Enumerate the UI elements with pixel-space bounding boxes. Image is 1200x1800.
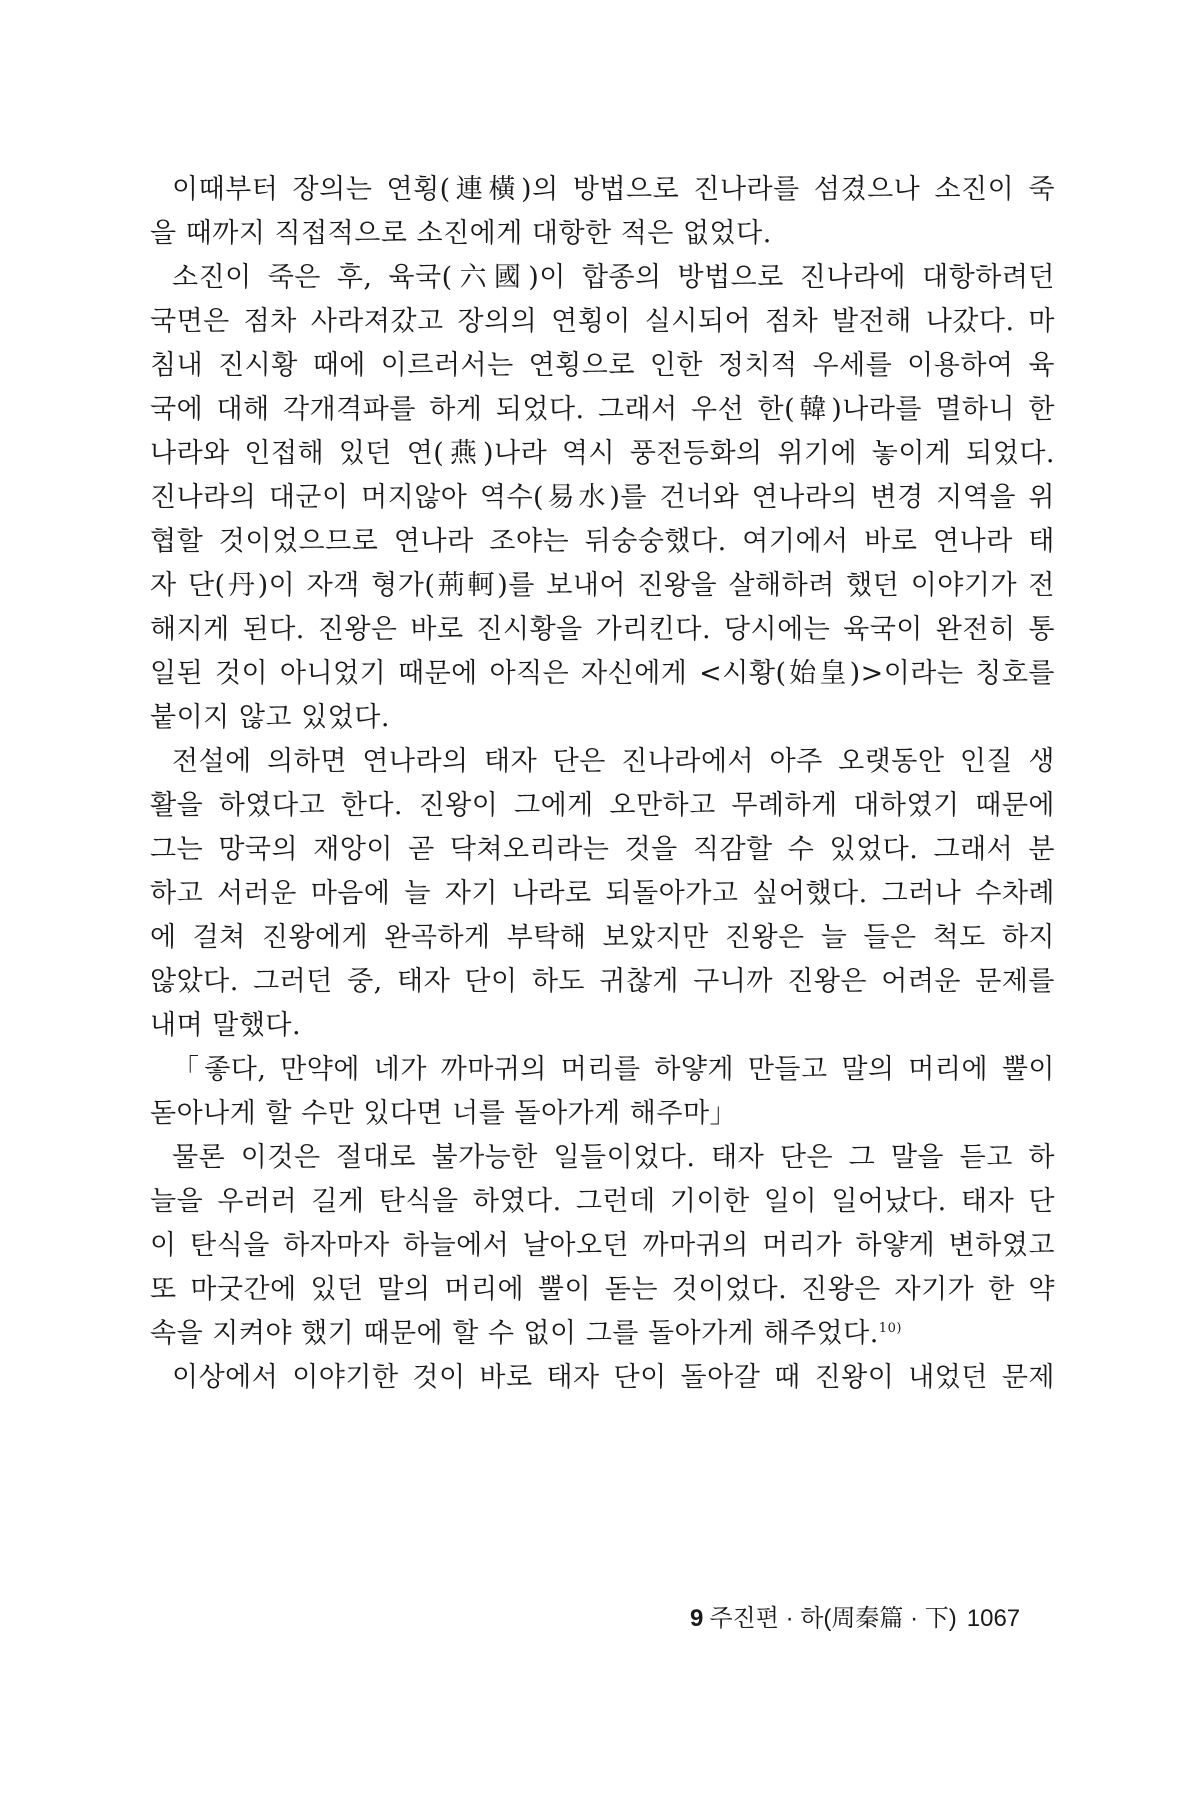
line-text: 그는 망국의 재앙이 곧 닥쳐오리라는 것을 직감할 수 있었다. 그래서 분 <box>150 834 1055 865</box>
paragraph <box>150 1356 1055 1400</box>
text-line <box>150 740 1055 784</box>
text-line <box>150 1092 1055 1136</box>
page-footer <box>690 1598 1020 1633</box>
paragraph <box>150 256 1055 740</box>
text-line <box>150 1048 1055 1092</box>
line-text: 국면은 점차 사라져갔고 장의의 연횡이 실시되어 점차 발전해 나갔다. 마 <box>150 306 1055 337</box>
text-line <box>150 1224 1055 1268</box>
line-text: 국에 대해 각개격파를 하게 되었다. 그래서 우선 한(韓)나라를 멸하니 한 <box>150 394 1055 425</box>
line-text: 「좋다, 만약에 네가 까마귀의 머리를 하얗게 만들고 말의 머리에 뿔이 <box>172 1054 1055 1085</box>
text-line <box>150 1004 1055 1048</box>
line-text: 또 마굿간에 있던 말의 머리에 뿔이 돋는 것이었다. 진왕은 자기가 한 약 <box>150 1274 1055 1305</box>
paragraph <box>150 1048 1055 1136</box>
line-text: 소진이 죽은 후, 육국(六國)이 합종의 방법으로 진나라에 대항하려던 <box>172 262 1055 293</box>
text-line <box>150 432 1055 476</box>
line-text: 속을 지켜야 했기 때문에 할 수 없이 그를 돌아가게 해주었다. <box>150 1318 879 1349</box>
line-text: 붙이지 않고 있었다. <box>150 702 390 733</box>
chapter-number: 9 <box>690 1605 704 1632</box>
page-number: 1067 <box>966 1605 1021 1632</box>
text-line <box>150 388 1055 432</box>
line-text: 전설에 의하면 연나라의 태자 단은 진나라에서 아주 오랫동안 인질 생 <box>172 746 1055 777</box>
text-line <box>150 608 1055 652</box>
line-text: 침내 진시황 때에 이르러서는 연횡으로 인한 정치적 우세를 이용하여 육 <box>150 350 1055 381</box>
line-text: 에 걸쳐 진왕에게 완곡하게 부탁해 보았지만 진왕은 늘 들은 척도 하지 <box>150 922 1055 953</box>
line-text: 을 때까지 직접적으로 소진에게 대항한 적은 없었다. <box>150 218 772 249</box>
line-text: 자 단(丹)이 자객 형가(荊軻)를 보내어 진왕을 살해하려 했던 이야기가 전 <box>150 570 1055 601</box>
text-line <box>150 784 1055 828</box>
line-text: 활을 하였다고 한다. 진왕이 그에게 오만하고 무례하게 대하였기 때문에 <box>150 790 1055 821</box>
line-text: 내며 말했다. <box>150 1010 302 1041</box>
text-line <box>150 960 1055 1004</box>
line-text: 늘을 우러러 길게 탄식을 하였다. 그런데 기이한 일이 일어났다. 태자 단 <box>150 1186 1055 1217</box>
text-line <box>150 476 1055 520</box>
paragraph <box>150 168 1055 256</box>
paragraph <box>150 740 1055 1048</box>
text-line <box>150 828 1055 872</box>
line-text: 일된 것이 아니었기 때문에 아직은 자신에게 <시황(始皇)>이라는 칭호를 <box>150 658 1055 689</box>
text-line <box>150 1268 1055 1312</box>
line-text: 하고 서러운 마음에 늘 자기 나라로 되돌아가고 싶어했다. 그러나 수차례 <box>150 878 1055 909</box>
paragraph <box>150 1136 1055 1356</box>
text-line <box>150 256 1055 300</box>
line-text: 돋아나게 할 수만 있다면 너를 돌아가게 해주마」 <box>150 1098 738 1129</box>
chapter-title: 주진편 · 하(周秦篇 · 下) <box>709 1605 957 1632</box>
text-line <box>150 1180 1055 1224</box>
line-text: 물론 이것은 절대로 불가능한 일들이었다. 태자 단은 그 말을 듣고 하 <box>172 1142 1055 1173</box>
text-line <box>150 300 1055 344</box>
line-text: 협할 것이었으므로 연나라 조야는 뒤숭숭했다. 여기에서 바로 연나라 태 <box>150 526 1055 557</box>
text-line <box>150 1312 1055 1356</box>
text-line <box>150 520 1055 564</box>
line-text: 이상에서 이야기한 것이 바로 태자 단이 돌아갈 때 진왕이 내었던 문제 <box>172 1362 1055 1393</box>
text-line <box>150 344 1055 388</box>
text-line <box>150 696 1055 740</box>
body-text <box>150 168 1055 1400</box>
line-text: 나라와 인접해 있던 연(燕)나라 역시 풍전등화의 위기에 놓이게 되었다. <box>150 438 1055 469</box>
text-line <box>150 1136 1055 1180</box>
text-line <box>150 872 1055 916</box>
text-line <box>150 564 1055 608</box>
text-line <box>150 1356 1055 1400</box>
text-line <box>150 168 1055 212</box>
line-text: 이 탄식을 하자마자 하늘에서 날아오던 까마귀의 머리가 하얗게 변하였고 <box>150 1230 1055 1261</box>
line-text: 해지게 된다. 진왕은 바로 진시황을 가리킨다. 당시에는 육국이 완전히 통 <box>150 614 1055 645</box>
text-line <box>150 916 1055 960</box>
footnote-marker: 10) <box>878 1321 902 1336</box>
line-text: 진나라의 대군이 머지않아 역수(易水)를 건너와 연나라의 변경 지역을 위 <box>150 482 1055 513</box>
text-line <box>150 652 1055 696</box>
line-text: 이때부터 장의는 연횡(連橫)의 방법으로 진나라를 섬겼으나 소진이 죽 <box>172 174 1055 205</box>
text-line <box>150 212 1055 256</box>
line-text: 않았다. 그러던 중, 태자 단이 하도 귀찮게 구니까 진왕은 어려운 문제를 <box>150 966 1055 997</box>
